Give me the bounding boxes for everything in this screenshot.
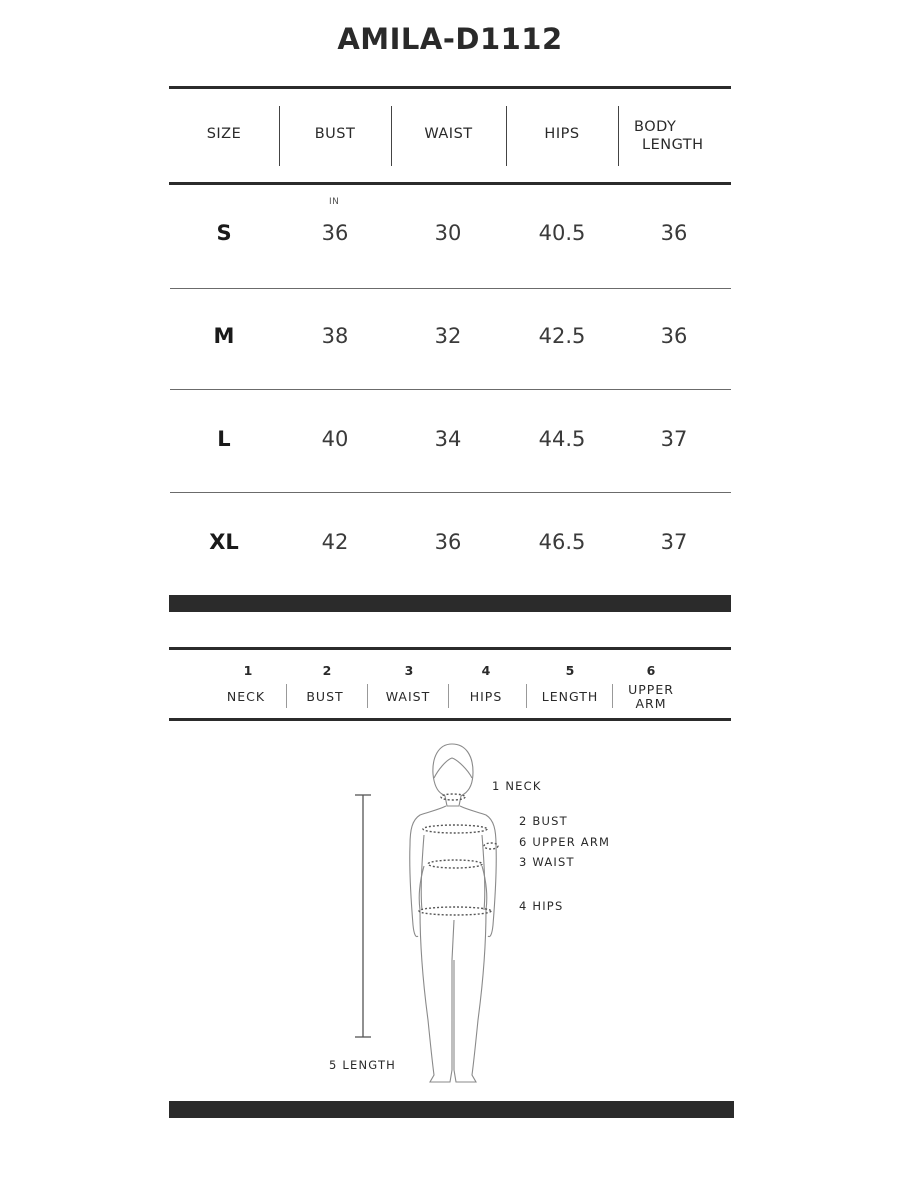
waist-cell: 34	[434, 427, 462, 451]
header-bottom-rule	[169, 182, 731, 185]
body-length-cell: 36	[660, 221, 688, 245]
figure-label-neck: 1 NECK	[492, 779, 542, 793]
legend-top-rule	[169, 647, 731, 650]
bust-cell: 36	[321, 221, 349, 245]
figure-label-bust: 2 BUST	[519, 814, 568, 828]
figure-label-length: 5 LENGTH	[329, 1058, 397, 1072]
header-body-length-line1: BODY	[634, 119, 677, 135]
legend-num-neck: 1	[243, 663, 253, 678]
legend-label-bust: BUST	[306, 689, 344, 704]
header-divider	[618, 106, 619, 166]
legend-label-waist: WAIST	[385, 689, 431, 704]
legend-bottom-rule	[169, 718, 731, 721]
waist-cell: 30	[434, 221, 462, 245]
figure-label-waist: 3 WAIST	[519, 855, 575, 869]
header-body-length	[624, 118, 724, 154]
bust-cell: 38	[321, 324, 349, 348]
header-bust: BUST	[314, 126, 356, 142]
legend-num-bust: 2	[322, 663, 332, 678]
body-length-cell: 37	[660, 530, 688, 554]
legend-num-length: 5	[565, 663, 575, 678]
table-top-rule	[169, 86, 731, 89]
size-cell: S	[216, 221, 232, 245]
legend-num-waist: 3	[404, 663, 414, 678]
hips-cell: 46.5	[538, 530, 586, 554]
hips-cell: 42.5	[538, 324, 586, 348]
figure-label-hips: 4 HIPS	[519, 899, 564, 913]
table-bottom-bar	[169, 595, 731, 612]
product-title: AMILA-D1112	[337, 22, 563, 56]
row-divider	[170, 288, 731, 289]
waist-cell: 32	[434, 324, 462, 348]
size-cell: M	[213, 324, 235, 348]
waist-cell: 36	[434, 530, 462, 554]
row-divider	[170, 389, 731, 390]
header-size: SIZE	[206, 126, 242, 142]
unit-label: IN	[329, 197, 340, 207]
header-hips: HIPS	[544, 126, 580, 142]
legend-divider	[526, 684, 527, 708]
size-cell: L	[217, 427, 231, 451]
legend-label-hips: HIPS	[469, 689, 503, 704]
legend-num-hips: 4	[481, 663, 491, 678]
bust-cell: 40	[321, 427, 349, 451]
body-length-cell: 37	[660, 427, 688, 451]
header-waist: WAIST	[424, 126, 473, 142]
legend-label-length: LENGTH	[541, 689, 599, 704]
legend-label-upper-arm-line1: UPPER	[628, 682, 674, 697]
legend-label-neck: NECK	[226, 689, 266, 704]
size-cell: XL	[209, 530, 239, 554]
legend-num-upper-arm: 6	[646, 663, 656, 678]
figure-label-upper-arm: 6 UPPER ARM	[519, 835, 611, 849]
bust-cell: 42	[321, 530, 349, 554]
legend-label-upper-arm-line2: ARM	[635, 696, 667, 711]
row-divider	[170, 492, 731, 493]
hips-cell: 44.5	[538, 427, 586, 451]
hips-cell: 40.5	[538, 221, 586, 245]
page-bottom-bar	[169, 1101, 734, 1118]
body-length-cell: 36	[660, 324, 688, 348]
legend-label-upper-arm	[611, 683, 691, 711]
header-body-length-line2: LENGTH	[642, 137, 704, 153]
